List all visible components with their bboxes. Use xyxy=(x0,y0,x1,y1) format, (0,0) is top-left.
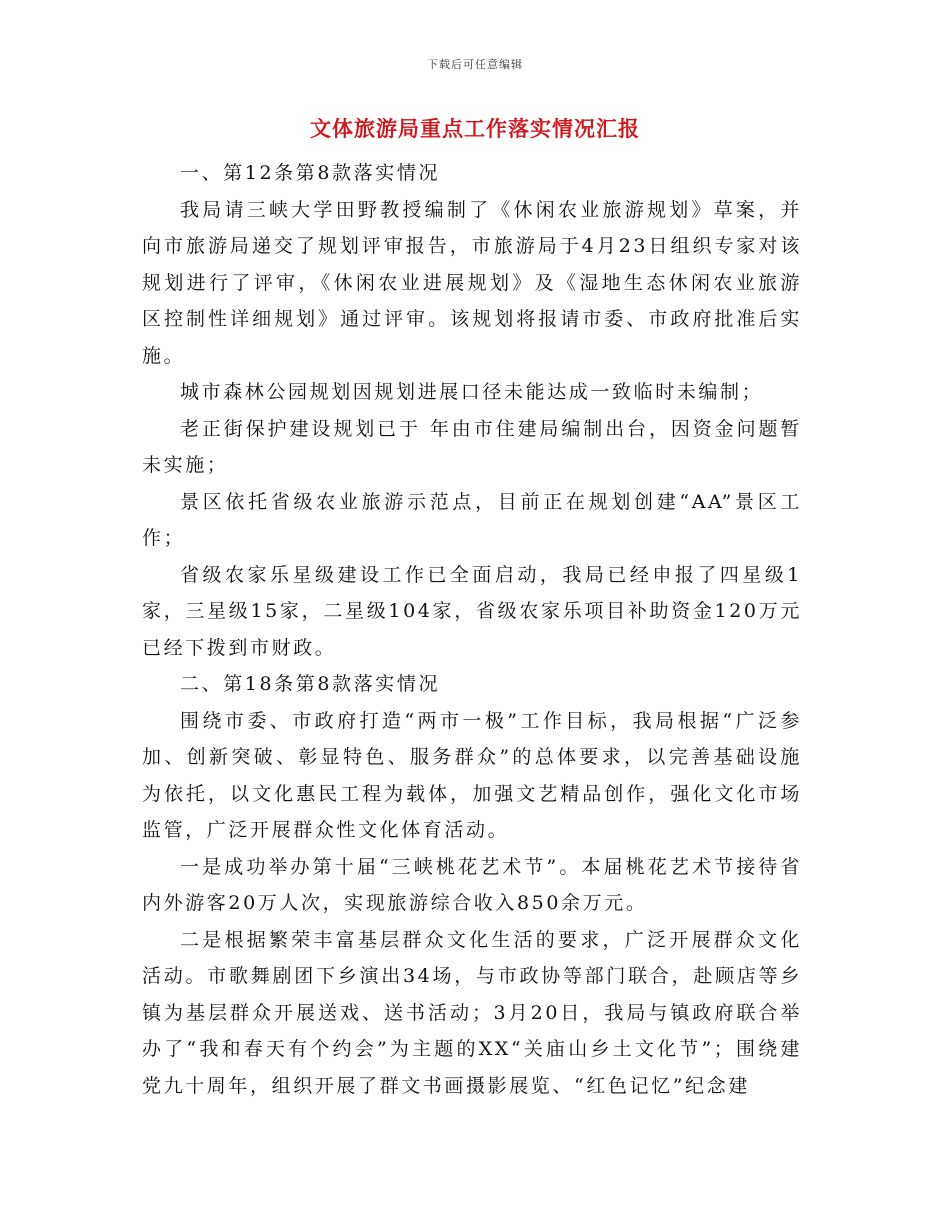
document-body xyxy=(142,155,802,1104)
paragraph: 二是根据繁荣丰富基层群众文化生活的要求，广泛开展群众文化活动。市歌舞剧团下乡演出34场，与市政协等部门联合，赴顾店等乡镇为基层群众开展送戏、送书活动；3月20日，我局与镇政府联合举办了“我和春天有个约会”为主题的XX“关庙山乡土文化节”；围绕建党九十周年，组织开展了群文书画摄影展览、“红色记忆”纪念建 xyxy=(142,928,802,1097)
section-heading-1: 一、第12条第8款落实情况 xyxy=(180,162,441,184)
header-note: 下载后可任意编辑 xyxy=(427,58,523,71)
document-title: 文体旅游局重点工作落实情况汇报 xyxy=(310,116,640,141)
paragraph: 景区依托省级农业旅游示范点，目前正在规划创建“AA”景区工作； xyxy=(142,490,802,549)
paragraph: 我局请三峡大学田野教授编制了《休闲农业旅游规划》草案，并向市旅游局递交了规划评审报告，市旅游局于4月23日组织专家对该规划进行了评审，《休闲农业进展规划》及《湿地生态休闲农业旅游区控制性详细规划》通过评审。该规划将报请市委、市政府批准后实施。 xyxy=(142,198,802,367)
section-heading-2: 二、第18条第8款落实情况 xyxy=(180,673,441,695)
paragraph: 围绕市委、市政府打造“两市一极”工作目标，我局根据“广泛参加、创新突破、彰显特色、服务群众”的总体要求，以完善基础设施为依托，以文化惠民工程为载体，加强文艺精品创作，强化文化市场监管，广泛开展群众性文化体育活动。 xyxy=(142,709,802,841)
paragraph: 省级农家乐星级建设工作已全面启动，我局已经申报了四星级1家，三星级15家，二星级104家，省级农家乐项目补助资金120万元已经下拨到市财政。 xyxy=(142,563,802,659)
paragraph: 城市森林公园规划因规划进展口径未能达成一致临时未编制； xyxy=(180,381,764,403)
paragraph: 老正街保护建设规划已于 年由市住建局编制出台，因资金问题暂未实施； xyxy=(142,417,802,476)
paragraph: 一是成功举办第十届“三峡桃花艺术节”。本届桃花艺术节接待省内外游客20万人次，实现旅游综合收入850余万元。 xyxy=(142,855,802,914)
